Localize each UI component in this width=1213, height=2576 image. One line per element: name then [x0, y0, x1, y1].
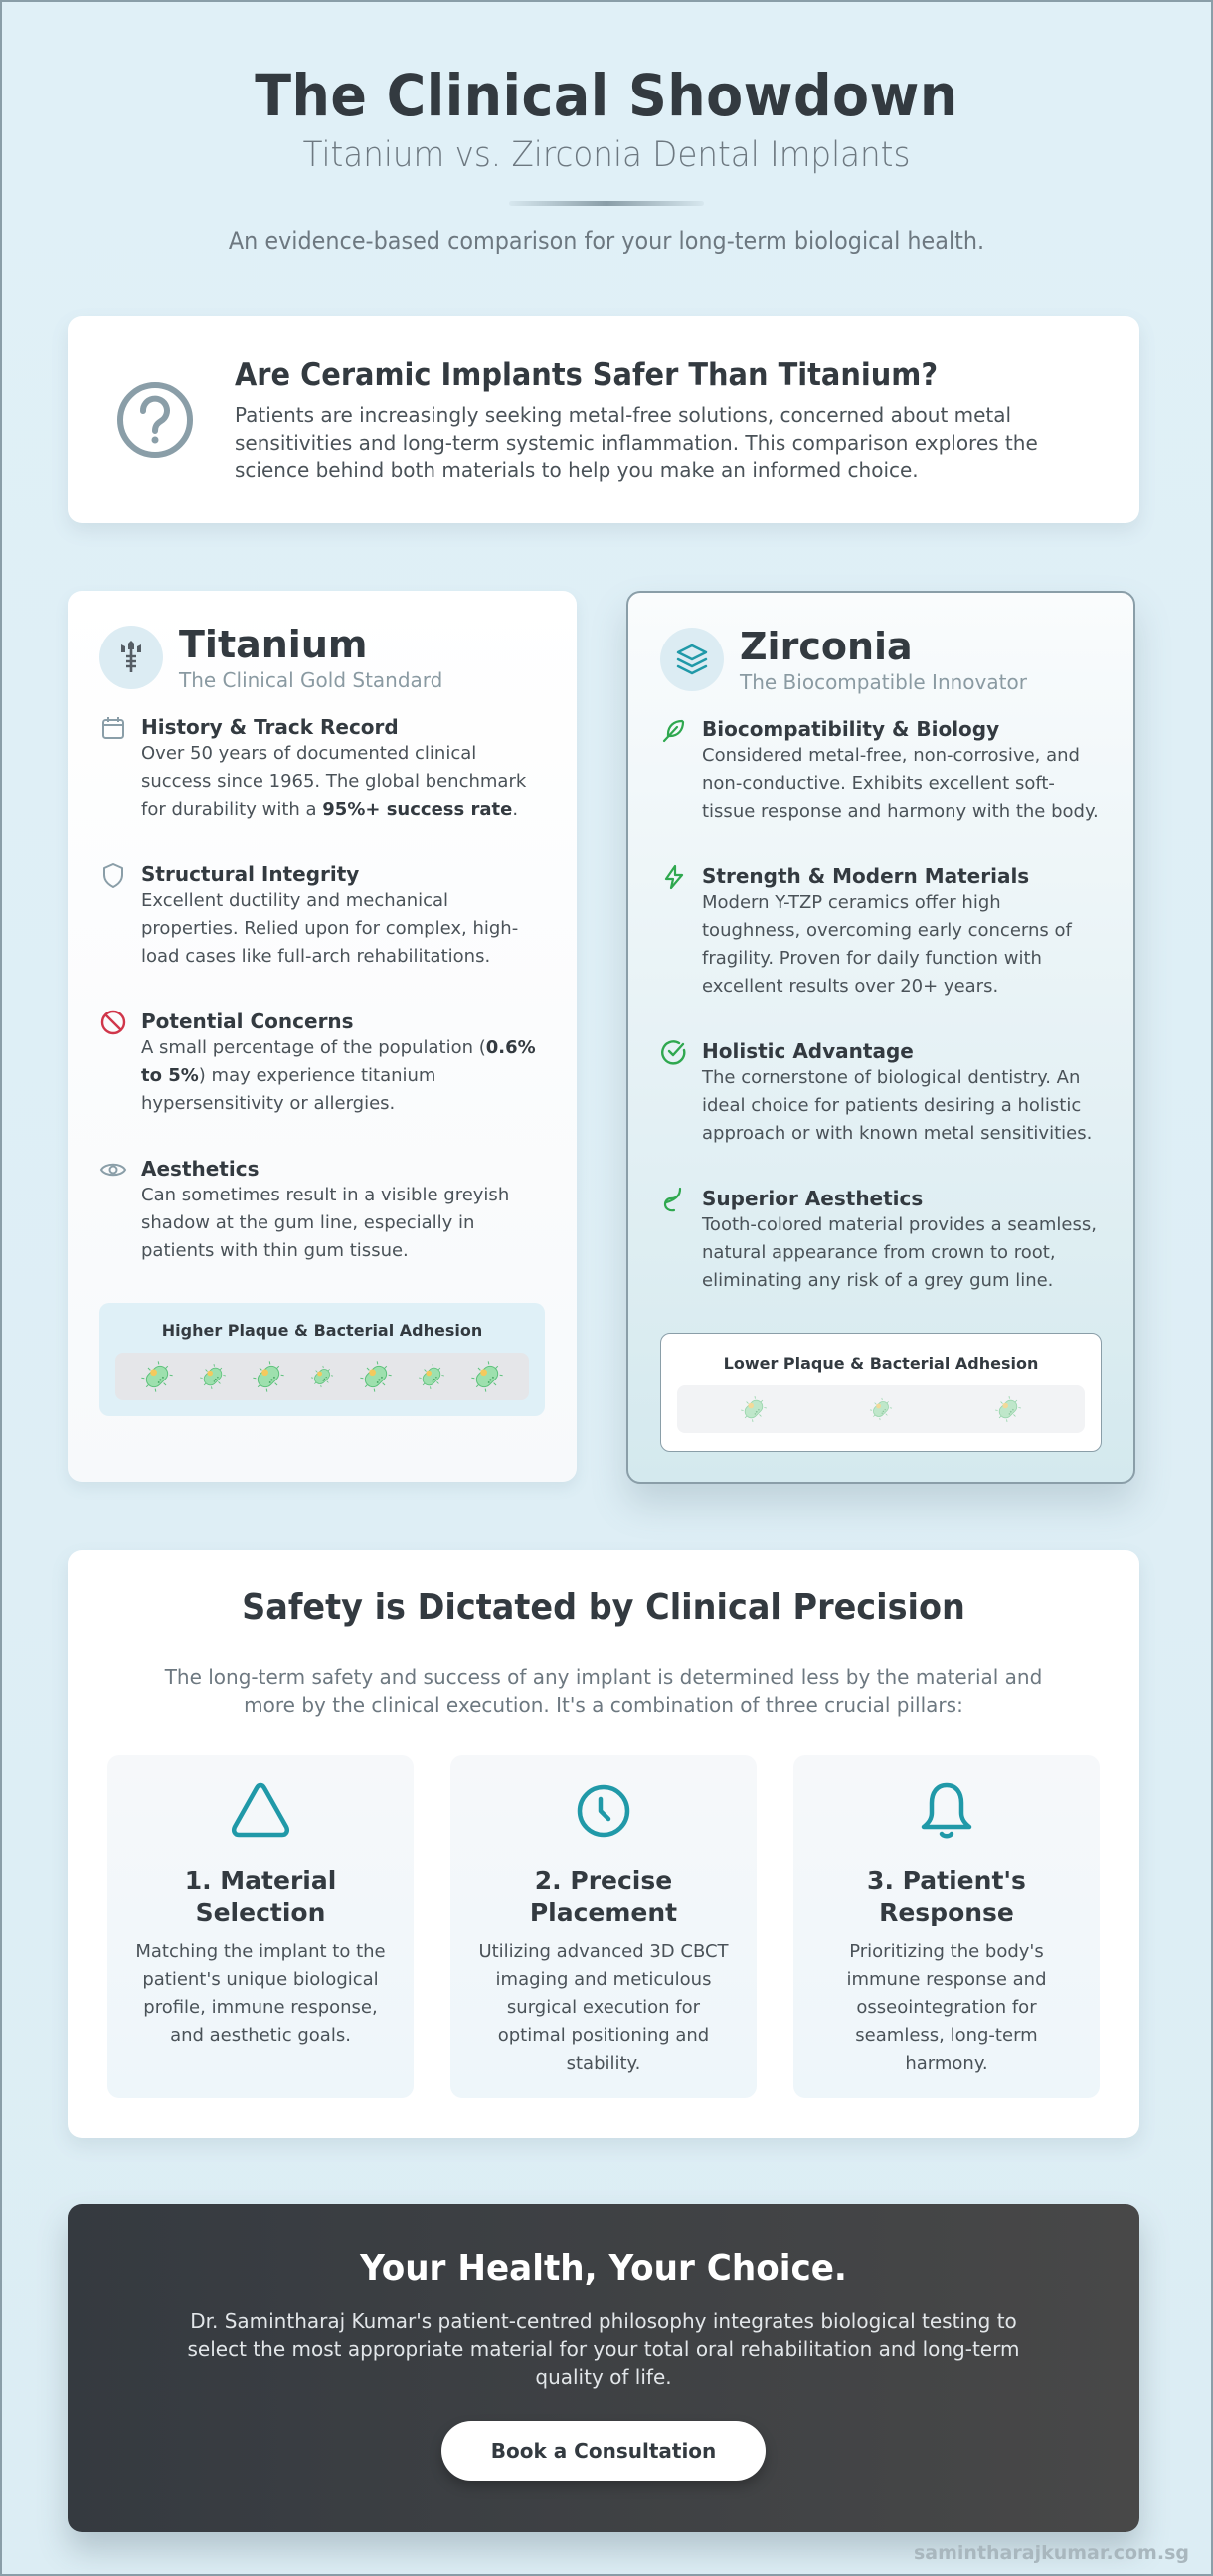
- pillar-material-selection: [107, 1755, 414, 2098]
- zirconia-adhesion-panel: [660, 1333, 1102, 1452]
- feature-body: Tooth-colored material provides a seamless, natural appearance from crown to root, eliminating any risk of a grey gum line.: [702, 1214, 1097, 1291]
- bacteria-icon: [140, 1360, 174, 1393]
- feature-title: Aesthetics: [141, 1157, 260, 1181]
- feature-title: History & Track Record: [141, 715, 399, 739]
- adhesion-title: Lower Plaque & Bacterial Adhesion: [723, 1354, 1039, 1373]
- zirconia-name: Zirconia: [740, 625, 913, 668]
- titanium-card-header: [99, 623, 545, 692]
- caduceus-icon: [117, 641, 145, 674]
- safety-intro: The long-term safety and success of any implant is determined less by the material and more by the clinical execution. It's a combination of three crucial pillars:: [164, 1665, 1043, 1717]
- bacteria-icon: [252, 1360, 285, 1393]
- safety-section: [68, 1550, 1139, 2138]
- intro-title: Are Ceramic Implants Safer Than Titanium?: [235, 357, 939, 393]
- zirconia-card: [626, 591, 1135, 1484]
- bacteria-strip: [677, 1385, 1085, 1433]
- feature-body: Modern Y-TZP ceramics offer high toughness, overcoming early concerns of fragility. Proven for daily function with excellent results over 20+ years.: [702, 892, 1072, 997]
- titanium-card: [68, 591, 577, 1482]
- feature-body: A small percentage of the population (0.6% to 5%) may experience titanium hypersensitivity or allergies.: [141, 1037, 536, 1114]
- bacteria-icon: [740, 1395, 768, 1423]
- zirconia-feature-biocompat: [660, 716, 1102, 826]
- bacteria-icon: [869, 1397, 893, 1421]
- titanium-tagline: The Clinical Gold Standard: [179, 668, 443, 692]
- feature-body: The cornerstone of biological dentistry. An ideal choice for patients desiring a holistic approach or with known metal sensitivities.: [702, 1067, 1093, 1144]
- feature-title: Biocompatibility & Biology: [702, 717, 1000, 741]
- clock-icon: [572, 1779, 635, 1843]
- zirconia-badge: [660, 628, 724, 691]
- feature-title: Holistic Advantage: [702, 1039, 914, 1063]
- cta-section: [68, 2204, 1139, 2532]
- feather-icon: [660, 716, 688, 744]
- intro-body: Patients are increasingly seeking metal-free solutions, concerned about metal sensitivities and long-term systemic inflammation. This comparison explores the science behind both materials to help you make an informed choice.: [235, 403, 1038, 482]
- titanium-feature-structure: [99, 861, 545, 971]
- page-tagline: An evidence-based comparison for your long-term biological health.: [228, 227, 985, 255]
- bacteria-icon: [418, 1363, 445, 1390]
- titanium-feature-history: [99, 714, 545, 824]
- ban-icon: [99, 1009, 127, 1036]
- titanium-badge: [99, 626, 163, 689]
- bacteria-icon: [470, 1360, 504, 1393]
- pillar-precise-placement: [450, 1755, 757, 2098]
- footer-url[interactable]: samintharajkumar.com.sg: [913, 2542, 1189, 2564]
- feature-title: Superior Aesthetics: [702, 1187, 924, 1210]
- layers-icon: [674, 642, 710, 677]
- bacteria-icon: [359, 1360, 393, 1393]
- bacteria-icon: [310, 1365, 334, 1388]
- zirconia-card-header: [660, 625, 1102, 694]
- pillar-body: Utilizing advanced 3D CBCT imaging and meticulous surgical execution for optimal positioning and stability.: [478, 1941, 729, 2074]
- leaf-icon: [660, 1186, 688, 1213]
- safety-title: Safety is Dictated by Clinical Precision: [242, 1587, 965, 1628]
- title-divider: [509, 201, 704, 206]
- triangle-icon: [229, 1779, 292, 1843]
- feature-body: Excellent ductility and mechanical properties. Relied upon for complex, high-load cases like full-arch rehabilitations.: [141, 890, 519, 967]
- feature-title: Structural Integrity: [141, 862, 360, 886]
- infographic-page: [2, 2, 1211, 2574]
- titanium-feature-aesthetics: [99, 1156, 545, 1265]
- feature-title: Strength & Modern Materials: [702, 864, 1030, 888]
- zirconia-feature-aesthetics: [660, 1186, 1102, 1295]
- zirconia-feature-strength: [660, 863, 1102, 1001]
- cta-body: Dr. Samintharaj Kumar's patient-centred philosophy integrates biological testing to select the most appropriate material for your total oral rehabilitation and long-term quality of life.: [187, 2309, 1020, 2389]
- intro-card: [68, 316, 1139, 523]
- pillar-title: 2. Precise Placement: [529, 1866, 678, 1927]
- titanium-adhesion-panel: [99, 1303, 545, 1416]
- check-circle-icon: [660, 1038, 688, 1066]
- lightning-icon: [660, 863, 688, 891]
- hero-header: [2, 60, 1211, 256]
- book-consultation-button[interactable]: Book a Consultation: [441, 2421, 766, 2481]
- feature-body: Over 50 years of documented clinical success since 1965. The global benchmark for durability with a 95%+ success rate.: [141, 743, 527, 820]
- feature-body: Considered metal-free, non-corrosive, and non-conductive. Exhibits excellent soft-tissue response and harmony with the body.: [702, 745, 1099, 822]
- feature-body: Can sometimes result in a visible greyish shadow at the gum line, especially in patients with thin gum tissue.: [141, 1185, 510, 1261]
- page-title: The Clinical Showdown: [255, 62, 958, 129]
- eye-icon: [99, 1156, 127, 1184]
- page-subtitle: Titanium vs. Zirconia Dental Implants: [302, 135, 911, 175]
- bacteria-icon: [994, 1395, 1022, 1423]
- bell-icon: [915, 1779, 978, 1843]
- pillar-body: Prioritizing the body's immune response and osseointegration for seamless, long-term harmony.: [846, 1941, 1047, 2074]
- question-circle-icon: [115, 380, 195, 460]
- bacteria-strip: [115, 1353, 529, 1400]
- titanium-feature-concerns: [99, 1009, 545, 1118]
- adhesion-title: Higher Plaque & Bacterial Adhesion: [161, 1321, 483, 1340]
- zirconia-tagline: The Biocompatible Innovator: [740, 670, 1027, 694]
- pillar-title: 3. Patient's Response: [867, 1866, 1026, 1927]
- pillars-row: [107, 1755, 1100, 2098]
- cta-title: Your Health, Your Choice.: [360, 2248, 847, 2289]
- bacteria-icon: [199, 1363, 227, 1390]
- zirconia-feature-holistic: [660, 1038, 1102, 1148]
- pillar-patient-response: [793, 1755, 1100, 2098]
- shield-icon: [99, 861, 127, 889]
- titanium-name: Titanium: [179, 623, 368, 666]
- pillar-title: 1. Material Selection: [184, 1866, 337, 1927]
- pillar-body: Matching the implant to the patient's unique biological profile, immune response, and aesthetic goals.: [135, 1941, 386, 2046]
- feature-title: Potential Concerns: [141, 1010, 354, 1033]
- calendar-icon: [99, 714, 127, 742]
